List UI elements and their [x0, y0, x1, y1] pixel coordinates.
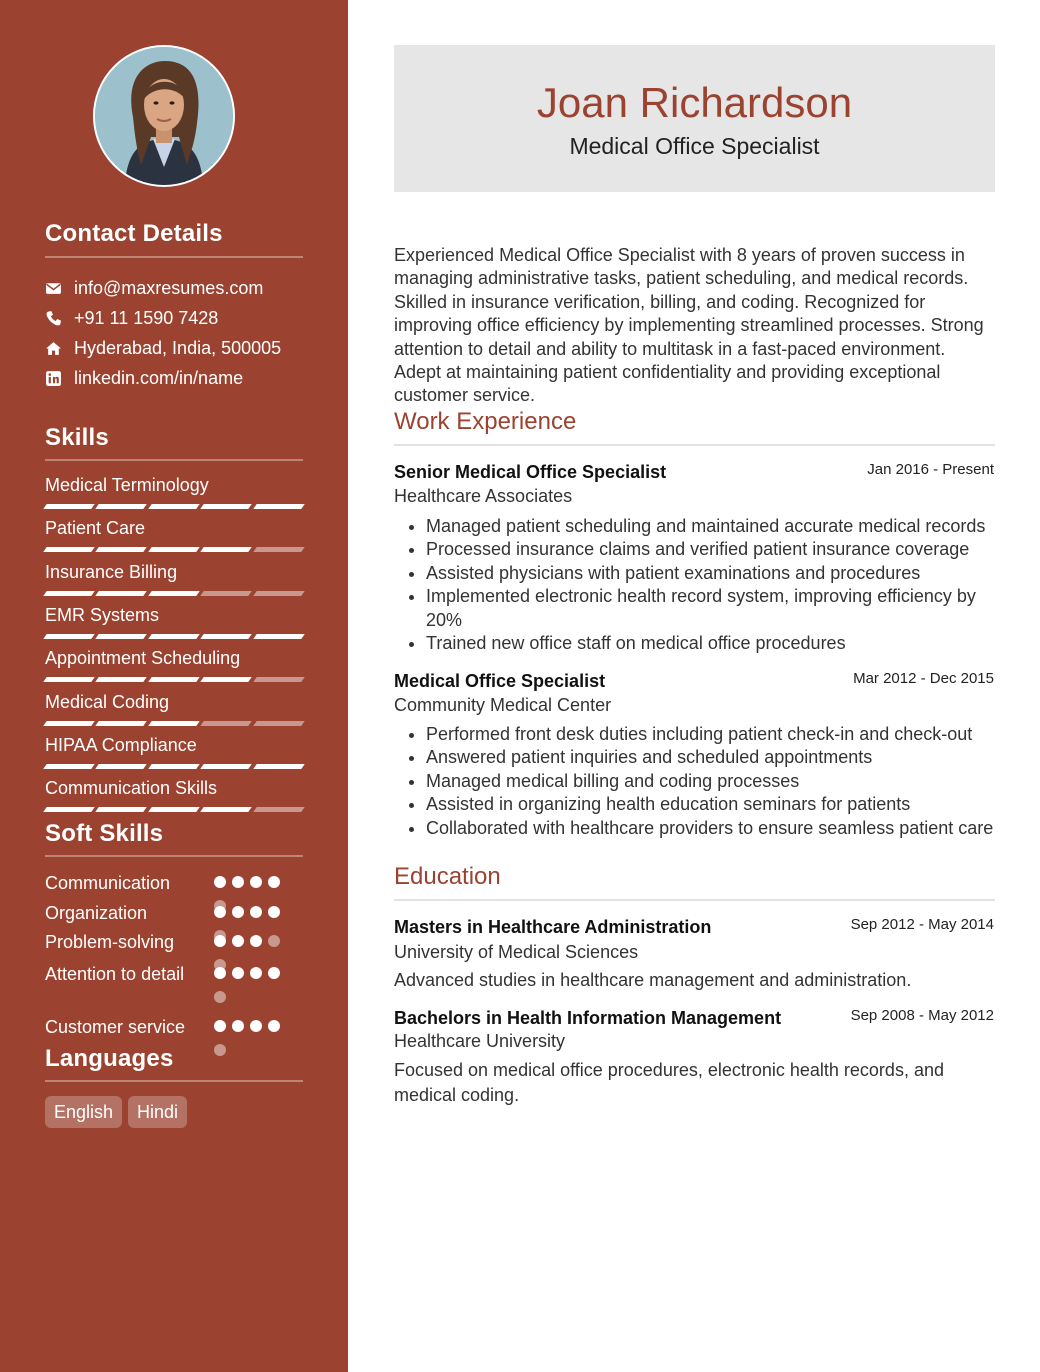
skills-divider — [45, 459, 303, 461]
phone-icon — [45, 310, 62, 327]
rating-segment — [253, 504, 305, 509]
home-icon — [45, 340, 62, 357]
job-organization: Healthcare Associates — [394, 486, 573, 506]
rating-segment — [96, 721, 148, 726]
rating-segment — [96, 634, 148, 639]
rating-dot — [232, 967, 244, 979]
rating-segment — [253, 677, 305, 682]
bullet-item: • Implemented electronic health record system, improving efficiency by 20% — [426, 585, 994, 632]
languages-heading: Languages — [45, 1045, 174, 1072]
rating-dot — [214, 1020, 226, 1032]
linkedin-text: linkedin.com/in/name — [74, 368, 244, 388]
skill-rating-bar — [45, 634, 303, 639]
education-dates: Sep 2008 - May 2012 — [850, 1007, 994, 1024]
rating-dot — [250, 1020, 262, 1032]
rating-segment — [43, 764, 95, 769]
bullet-item: • Assisted in organizing health education seminars for patients — [426, 793, 994, 816]
rating-segment — [96, 591, 148, 596]
soft-skill-name: Attention to detail — [45, 964, 185, 984]
bullet-item: • Trained new office staff on medical office procedures — [426, 632, 994, 655]
rating-segment — [96, 764, 148, 769]
soft-skill-name: Customer service — [45, 1017, 186, 1037]
bullet-item: • Managed patient scheduling and maintained accurate medical records — [426, 515, 994, 538]
rating-dot — [214, 1044, 226, 1056]
contact-linkedin[interactable] — [45, 368, 303, 389]
soft-skill-name: Problem-solving — [45, 932, 175, 952]
email-text: info@maxresumes.com — [74, 278, 264, 298]
education-divider — [394, 899, 995, 901]
rating-dot — [214, 991, 226, 1003]
skill-rating-bar — [45, 721, 303, 726]
work-divider — [394, 444, 995, 446]
address-text: Hyderabad, India, 500005 — [74, 338, 282, 358]
rating-segment — [200, 721, 252, 726]
bullet-item: • Processed insurance claims and verified patient insurance coverage — [426, 538, 994, 561]
contact-address — [45, 338, 303, 359]
rating-segment — [200, 591, 252, 596]
education-description: Focused on medical office procedures, electronic health records, and medical coding. — [394, 1060, 944, 1105]
rating-segment — [253, 764, 305, 769]
soft-skill-name: Organization — [45, 903, 148, 923]
bullet-item: • Managed medical billing and coding processes — [426, 770, 994, 793]
education-description: Advanced studies in healthcare management and administration. — [394, 970, 912, 990]
rating-dot — [268, 967, 280, 979]
skill-name: Insurance Billing — [45, 561, 178, 582]
rating-segment — [253, 721, 305, 726]
job-title: Senior Medical Office Specialist — [394, 462, 667, 482]
rating-segment — [148, 677, 200, 682]
education-dates: Sep 2012 - May 2014 — [850, 916, 994, 933]
rating-dot — [214, 967, 226, 979]
rating-segment — [253, 547, 305, 552]
job-bullets — [394, 723, 994, 840]
skill-name: Communication Skills — [45, 778, 218, 799]
linkedin-icon — [45, 370, 62, 387]
rating-segment — [43, 634, 95, 639]
rating-segment — [253, 634, 305, 639]
skill-name: HIPAA Compliance — [45, 734, 197, 755]
contact-email[interactable] — [45, 278, 303, 299]
language-tag: Hindi — [128, 1096, 187, 1128]
skill-rating-bar — [45, 677, 303, 682]
skills-heading: Skills — [45, 424, 109, 451]
rating-segment — [96, 547, 148, 552]
rating-segment — [43, 547, 95, 552]
rating-segment — [253, 591, 305, 596]
rating-segment — [148, 547, 200, 552]
rating-dot — [250, 967, 262, 979]
phone-text: +91 11 1590 7428 — [74, 308, 219, 328]
soft-skill-name: Communication — [45, 873, 171, 893]
rating-dot — [250, 906, 262, 918]
candidate-role: Medical Office Specialist — [569, 133, 820, 159]
rating-segment — [148, 807, 200, 812]
avatar — [93, 45, 235, 187]
rating-dot — [232, 1020, 244, 1032]
rating-segment — [200, 504, 252, 509]
rating-segment — [43, 677, 95, 682]
rating-dot — [250, 876, 262, 888]
summary-text: Experienced Medical Office Specialist with 8 years of proven success in managing administrative tasks, patient scheduling, and medical records. Skilled in insurance verification, billing, and coding. Recognized for improving office efficiency by implementing streamlined processes. Strong attention to detail and ability to multitask in a fast-paced environment. Adept at maintaining patient confidentiality and providing exceptional customer service. — [394, 245, 984, 406]
skill-name: EMR Systems — [45, 604, 160, 625]
skill-rating-bar — [45, 807, 303, 812]
languages-divider — [45, 1080, 303, 1082]
skill-name: Appointment Scheduling — [45, 648, 241, 669]
skill-rating-bar — [45, 547, 303, 552]
rating-segment — [148, 721, 200, 726]
rating-dot — [232, 876, 244, 888]
rating-segment — [43, 721, 95, 726]
rating-segment — [96, 677, 148, 682]
rating-segment — [43, 807, 95, 812]
contact-divider — [45, 256, 303, 258]
skill-rating-bar — [45, 591, 303, 596]
skill-rating-bar — [45, 504, 303, 509]
rating-segment — [200, 764, 252, 769]
degree-title: Masters in Healthcare Administration — [394, 917, 712, 937]
rating-segment — [253, 807, 305, 812]
job-title: Medical Office Specialist — [394, 671, 606, 691]
education-heading: Education — [394, 863, 501, 890]
name-header — [394, 45, 995, 192]
rating-segment — [148, 591, 200, 596]
skill-name: Medical Coding — [45, 691, 170, 712]
contact-heading: Contact Details — [45, 220, 223, 247]
rating-dot — [232, 906, 244, 918]
school-name: University of Medical Sciences — [394, 942, 639, 962]
skill-name: Patient Care — [45, 518, 146, 539]
bullet-item: • Collaborated with healthcare providers to ensure seamless patient care — [426, 817, 994, 840]
rating-dot — [268, 935, 280, 947]
rating-segment — [148, 764, 200, 769]
rating-dot — [250, 935, 262, 947]
rating-dot — [232, 935, 244, 947]
rating-segment — [200, 807, 252, 812]
job-organization: Community Medical Center — [394, 695, 612, 715]
rating-segment — [200, 547, 252, 552]
rating-segment — [200, 634, 252, 639]
contact-phone[interactable] — [45, 308, 303, 329]
rating-segment — [148, 634, 200, 639]
rating-dot — [268, 906, 280, 918]
candidate-name: Joan Richardson — [536, 79, 853, 126]
rating-segment — [200, 677, 252, 682]
rating-dot — [268, 876, 280, 888]
job-bullets — [394, 515, 994, 655]
job-dates: Jan 2016 - Present — [867, 461, 994, 478]
envelope-icon — [45, 280, 62, 297]
rating-dot — [214, 876, 226, 888]
rating-segment — [43, 591, 95, 596]
bullet-item: • Assisted physicians with patient examinations and procedures — [426, 562, 994, 585]
rating-segment — [96, 807, 148, 812]
job-dates: Mar 2012 - Dec 2015 — [853, 670, 994, 687]
rating-dot — [268, 1020, 280, 1032]
rating-segment — [148, 504, 200, 509]
rating-dot — [214, 935, 226, 947]
degree-title: Bachelors in Health Information Management — [394, 1008, 782, 1028]
rating-segment — [43, 504, 95, 509]
work-heading: Work Experience — [394, 408, 577, 435]
skill-name: Medical Terminology — [45, 475, 209, 495]
school-name: Healthcare University — [394, 1031, 566, 1051]
bullet-item: • Performed front desk duties including patient check-in and check-out — [426, 723, 994, 746]
bullet-item: • Answered patient inquiries and scheduled appointments — [426, 746, 994, 769]
soft-skills-divider — [45, 855, 303, 857]
rating-segment — [96, 504, 148, 509]
skill-rating-bar — [45, 764, 303, 769]
profile-photo — [95, 47, 233, 185]
rating-dot — [214, 906, 226, 918]
soft-skills-heading: Soft Skills — [45, 820, 164, 847]
sidebar — [0, 0, 348, 1372]
language-tag: English — [45, 1096, 122, 1128]
